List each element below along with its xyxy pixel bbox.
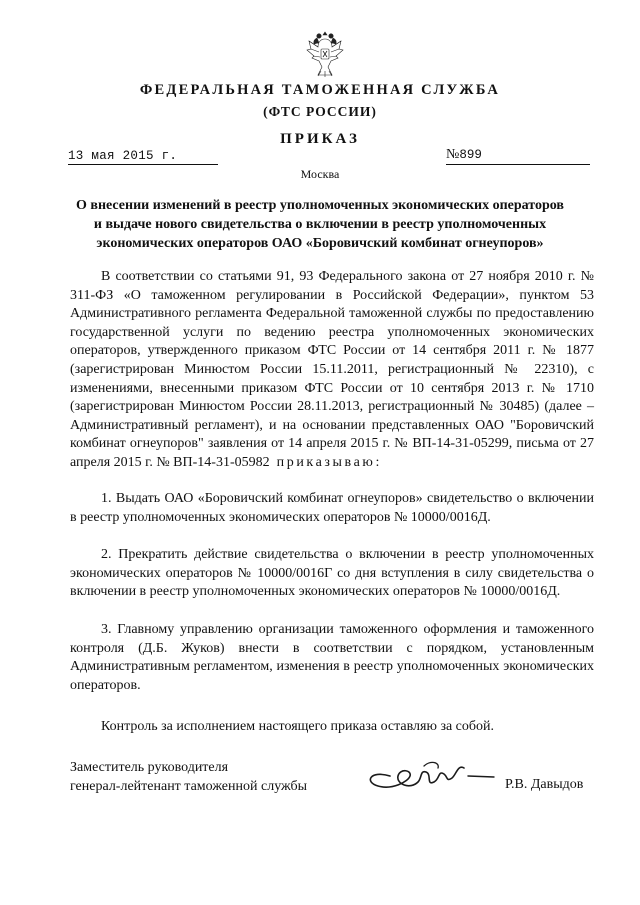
order-number (446, 147, 590, 165)
signatory-name: Р.В. Давыдов (505, 777, 584, 792)
handwritten-signature (360, 752, 500, 798)
order-item-text: 3. Главному управлению организации таможенного оформления и таможенного контроля (Д.Б. Жуков) внести в соответствии с порядком, установленным Административным регламентом, изменения в реестр уполномоченных экономических операторов. (70, 622, 594, 693)
order-subject (70, 196, 570, 253)
organization-title: ФЕДЕРАЛЬНАЯ ТАМОЖЕННАЯ СЛУЖБА (139, 82, 501, 98)
preamble-paragraph (70, 268, 594, 473)
subject-line: О внесении изменений в реестр уполномоченных экономических операторов (76, 198, 564, 213)
order-item-text: 2. Прекратить действие свидетельства о включении в реестр уполномоченных экономических операторов № 10000/0016Г со дня вступления в силу свидетельства о включении в реестр уполномоченных экономических операторов № 10000/0016Д. (70, 547, 594, 600)
double-headed-eagle-icon (305, 30, 345, 78)
order-item-3 (70, 621, 594, 695)
order-item-text: 1. Выдать ОАО «Боровичский комбинат огнеупоров» свидетельство о включении в реестр уполномоченных экономических операторов № 10000/0016Д. (70, 491, 594, 525)
order-item-1 (70, 490, 594, 527)
position-line: генерал-лейтенант таможенной службы (70, 779, 308, 794)
document-type-title: ПРИКАЗ (280, 131, 360, 147)
subject-line: и выдаче нового свидетельства о включении в реестр уполномоченных (93, 217, 547, 232)
order-number-value: 899 (459, 148, 482, 162)
subject-line: экономических операторов ОАО «Боровичский комбинат огнеупоров» (96, 236, 544, 251)
control-paragraph (70, 718, 594, 737)
order-date: 13 мая 2015 г. (68, 149, 218, 165)
preamble-text: В соответствии со статьями 91, 93 Федерального закона от 27 ноября 2010 г. № 311-ФЗ «О таможенном регулировании в Российской Федерации», пунктом 53 Административного регламента Федеральной таможенной службы по предоставлению государственной услуги по ведению реестра уполномоченных экономических операторов, утвержденного приказом ФТС России от 14 сентября 2011 г. № 1877 (зарегистрирован Минюстом России 15.11.2011, регистрационный № 22310), с изменениями, внесенными приказом ФТС России от 10 сентября 2013 г. № 1710 (зарегистрирован Минюстом России 28.11.2013, регистрационный № 30485) (далее – Административный регламент), и на основании представленных ОАО "Боровичский комбинат огнеупоров" заявления от 14 апреля 2015 г. № ВП-14-31-05299, письма от 27 апреля 2015 г. № ВП-14-31-05982 (70, 269, 594, 470)
control-text: Контроль за исполнением настоящего приказа оставляю за собой. (101, 719, 495, 734)
city: Москва (300, 167, 340, 181)
signatory-position (70, 758, 307, 796)
position-line: Заместитель руководителя (70, 760, 229, 775)
number-sign: № (446, 147, 460, 162)
organization-abbreviation: (ФТС РОССИИ) (263, 104, 377, 119)
order-word: приказываю: (276, 454, 382, 470)
order-item-2 (70, 546, 594, 602)
